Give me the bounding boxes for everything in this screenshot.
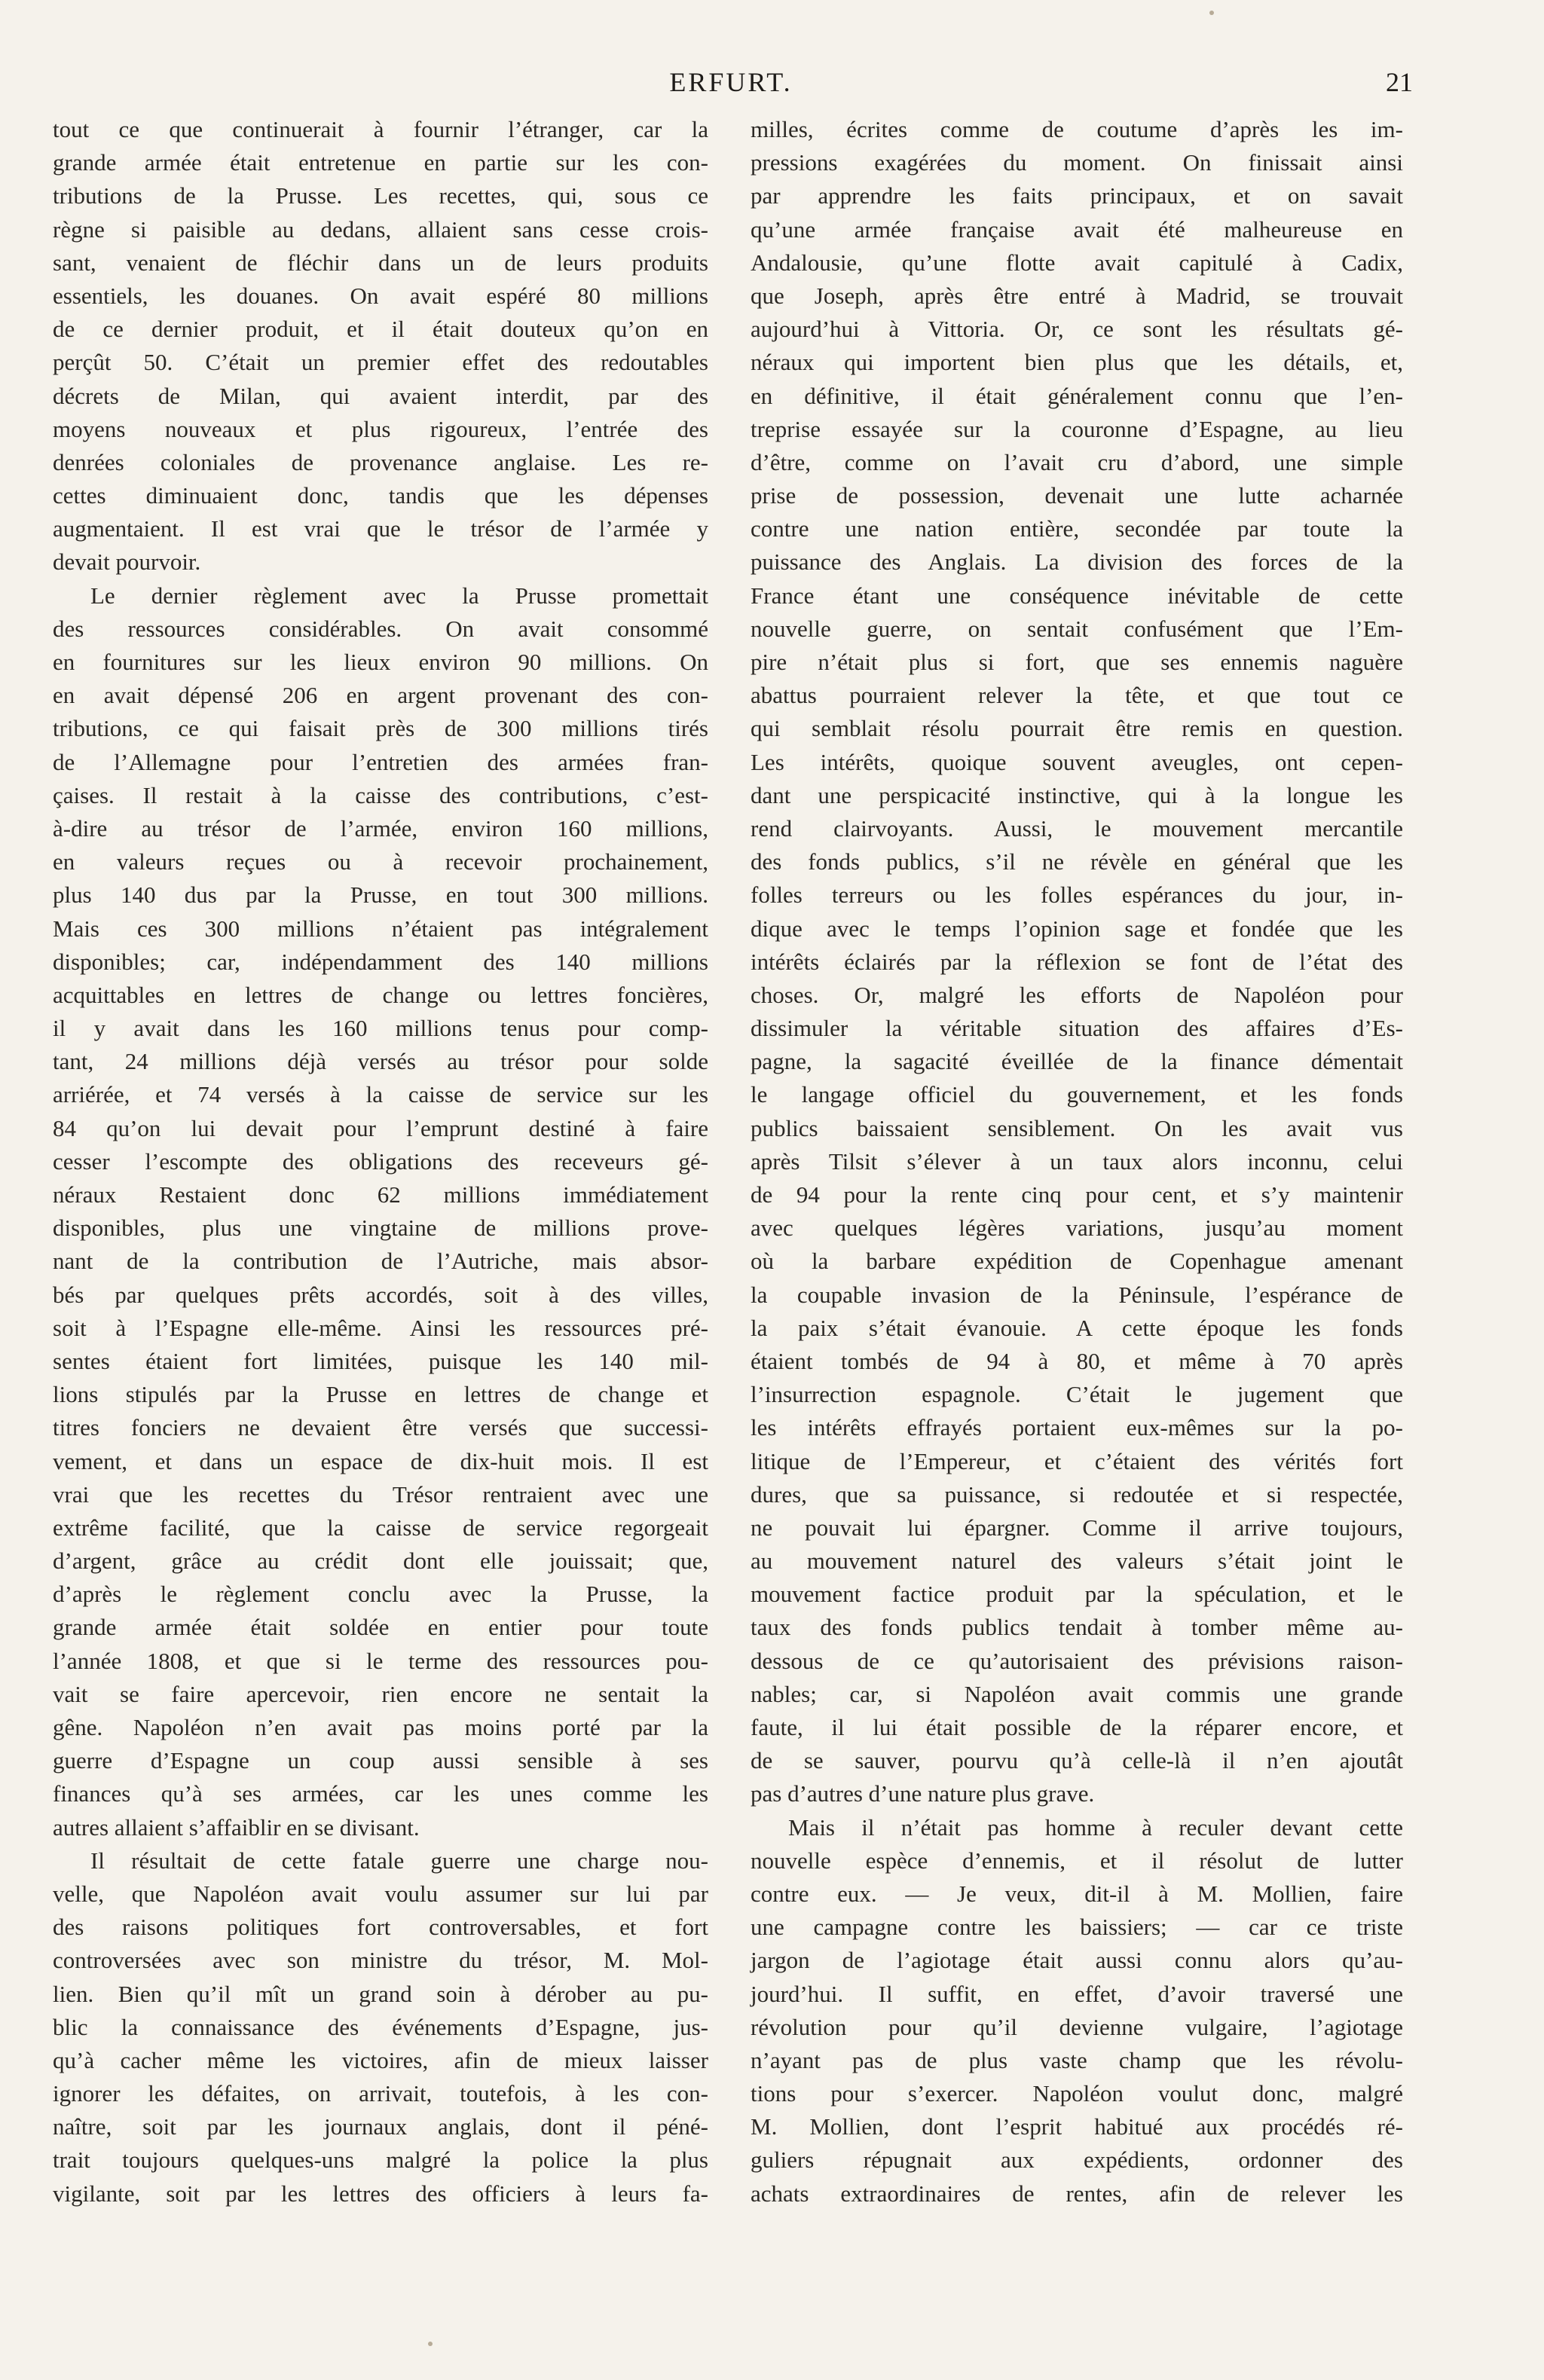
- text-line: publics baissaient sensiblement. On les avait vus: [751, 1114, 1403, 1141]
- text-line: n’ayant pas de plus vaste champ que les révolu-: [751, 2046, 1403, 2073]
- text-line: où la barbare expédition de Copenhague amenant: [751, 1248, 1403, 1275]
- text-line: l’insurrection espagnole. C’était le jugement que: [751, 1381, 1403, 1408]
- text-line: vigilante, soit par les lettres des officiers à leurs fa-: [53, 2180, 708, 2207]
- text-line: faute, il lui était possible de la réparer encore, et: [751, 1714, 1403, 1740]
- text-line: d’être, comme on l’avait cru d’abord, une simple: [751, 448, 1403, 475]
- text-line: achats extraordinaires de rentes, afin de relever les: [751, 2180, 1403, 2207]
- text-line: l’année 1808, et que si le terme des ressources pou-: [53, 1647, 708, 1674]
- text-line: nant de la contribution de l’Autriche, mais absor-: [53, 1248, 708, 1275]
- text-line: les intérêts effrayés portaient eux-mêmes sur la po-: [751, 1414, 1403, 1441]
- text-line: dant une perspicacité instinctive, qui à la longue les: [751, 781, 1403, 808]
- text-line: tant, 24 millions déjà versés au trésor pour solde: [53, 1048, 708, 1075]
- text-line: décrets de Milan, qui avaient interdit, par des: [53, 382, 708, 409]
- text-line: Il résultait de cette fatale guerre une charge nou-: [90, 1847, 708, 1874]
- text-line: bés par quelques prêts accordés, soit à des villes,: [53, 1281, 708, 1308]
- text-line: avec quelques légères variations, jusqu’au moment: [751, 1214, 1403, 1242]
- text-line: extrême facilité, que la caisse de service regorgeait: [53, 1514, 708, 1541]
- text-line: d’argent, grâce au crédit dont elle jouissait; que,: [53, 1547, 708, 1575]
- text-line: règne si paisible au dedans, allaient sans cesse crois-: [53, 215, 708, 243]
- text-line: grande armée était soldée en entier pour toute: [53, 1614, 708, 1641]
- text-line: une campagne contre les baissiers; — car ce triste: [751, 1914, 1403, 1941]
- text-line: en valeurs reçues ou à recevoir prochainement,: [53, 848, 708, 875]
- text-line: titres fonciers ne devaient être versés que successi-: [53, 1414, 708, 1441]
- text-line: treprise essayée sur la couronne d’Espagne, au lieu: [751, 415, 1403, 442]
- text-line: disponibles, plus une vingtaine de millions prove-: [53, 1214, 708, 1242]
- text-line: cettes diminuaient donc, tandis que les dépenses: [53, 482, 708, 509]
- text-line: guliers répugnait aux expédients, ordonner des: [751, 2146, 1403, 2174]
- text-line: tions pour s’exercer. Napoléon voulut donc, malgré: [751, 2080, 1403, 2107]
- text-line: nouvelle espèce d’ennemis, et il résolut de lutter: [751, 1847, 1403, 1874]
- text-line: tout ce que continuerait à fournir l’étranger, car la: [53, 116, 708, 142]
- text-line: la paix s’était évanouie. A cette époque les fonds: [751, 1314, 1403, 1341]
- text-line: que Joseph, après être entré à Madrid, se trouvait: [751, 282, 1403, 309]
- text-line: vement, et dans un espace de dix-huit mois. Il est: [53, 1447, 708, 1474]
- text-line: dures, que sa puissance, si redoutée et si respectée,: [751, 1480, 1403, 1508]
- text-line: de l’Allemagne pour l’entretien des armées fran-: [53, 748, 708, 775]
- text-line: au mouvement naturel des valeurs s’était joint le: [751, 1547, 1403, 1575]
- text-line: qu’à cacher même les victoires, afin de mieux laisser: [53, 2046, 708, 2073]
- text-line: augmentaient. Il est vrai que le trésor de l’armée y: [53, 515, 708, 542]
- text-line: contre une nation entière, secondée par toute la: [751, 515, 1403, 542]
- text-line: néraux qui importent bien plus que les détails, et,: [751, 349, 1403, 376]
- text-line: qu’une armée française avait été malheureuse en: [751, 215, 1403, 243]
- right-column: [751, 113, 1403, 2210]
- text-line: en fournitures sur les lieux environ 90 millions. On: [53, 649, 708, 675]
- text-line: dessous de ce qu’autorisaient des prévisions raison-: [751, 1647, 1403, 1674]
- text-line: prise de possession, devenait une lutte acharnée: [751, 482, 1403, 509]
- print-speck: [428, 2342, 433, 2346]
- text-line: des fonds publics, s’il ne révèle en général que les: [751, 848, 1403, 875]
- text-line: Andalousie, qu’une flotte avait capitulé à Cadix,: [751, 249, 1403, 276]
- text-line: essentiels, les douanes. On avait espéré 80 millions: [53, 282, 708, 309]
- text-line: grande armée était entretenue en partie sur les con-: [53, 149, 708, 176]
- text-line: Les intérêts, quoique souvent aveugles, ont cepen-: [751, 748, 1403, 775]
- text-line: dique avec le temps l’opinion sage et fondée que les: [751, 915, 1403, 942]
- text-line: 84 qu’on lui devait pour l’emprunt destiné à faire: [53, 1114, 708, 1141]
- text-line: jargon de l’agiotage était aussi connu alors qu’au-: [751, 1947, 1403, 1974]
- text-line: après Tilsit s’élever à un taux alors inconnu, celui: [751, 1147, 1403, 1175]
- text-line: Mais il n’était pas homme à reculer devant cette: [788, 1813, 1403, 1841]
- text-line: perçût 50. C’était un premier effet des redoutables: [53, 349, 708, 376]
- text-line: lions stipulés par la Prusse en lettres de change et: [53, 1381, 708, 1408]
- text-line: milles, écrites comme de coutume d’après les im-: [751, 116, 1403, 142]
- text-line: vrai que les recettes du Trésor rentraient avec une: [53, 1480, 708, 1508]
- text-line: folles terreurs ou les folles espérances du jour, in-: [751, 881, 1403, 909]
- text-line: d’après le règlement conclu avec la Prusse, la: [53, 1581, 708, 1608]
- text-line: qui semblait résolu pourrait être remis en question.: [751, 715, 1403, 742]
- text-line: soit à l’Espagne elle-même. Ainsi les ressources pré-: [53, 1314, 708, 1341]
- text-line: contre eux. — Je veux, dit-il à M. Mollien, faire: [751, 1880, 1403, 1907]
- text-line: le langage officiel du gouvernement, et les fonds: [751, 1081, 1403, 1108]
- text-line: de 94 pour la rente cinq pour cent, et s’y maintenir: [751, 1181, 1403, 1208]
- text-line: naître, soit par les journaux anglais, dont il péné-: [53, 2113, 708, 2140]
- text-line: guerre d’Espagne un coup aussi sensible à ses: [53, 1747, 708, 1774]
- text-line: disponibles; car, indépendamment des 140 millions: [53, 948, 708, 975]
- text-line: cesser l’escompte des obligations des receveurs gé-: [53, 1147, 708, 1175]
- text-line: intérêts éclairés par la réflexion se font de l’état des: [751, 948, 1403, 975]
- text-line: par apprendre les faits principaux, et on savait: [751, 182, 1403, 209]
- print-speck: [1209, 11, 1214, 15]
- text-line: taux des fonds publics tendait à tomber même au-: [751, 1614, 1403, 1641]
- text-line: devait pourvoir.: [53, 548, 201, 576]
- text-line: arriérée, et 74 versés à la caisse de service sur les: [53, 1081, 708, 1108]
- text-line: mouvement factice produit par la spéculation, et le: [751, 1581, 1403, 1608]
- running-head: [53, 66, 1413, 112]
- text-line: en définitive, il était généralement connu que l’en-: [751, 382, 1403, 409]
- text-line: nables; car, si Napoléon avait commis une grande: [751, 1680, 1403, 1707]
- text-line: dissimuler la véritable situation des affaires d’Es-: [751, 1015, 1403, 1042]
- text-line: tributions, ce qui faisait près de 300 millions tirés: [53, 715, 708, 742]
- text-line: Mais ces 300 millions n’étaient pas intégralement: [53, 915, 708, 942]
- text-line: lien. Bien qu’il mît un grand soin à dérober au pu-: [53, 1980, 708, 2007]
- text-line: ne pouvait lui épargner. Comme il arrive toujours,: [751, 1514, 1403, 1541]
- text-line: sant, venaient de fléchir dans un de leurs produits: [53, 249, 708, 276]
- text-line: nouvelle guerre, on sentait confusément que l’Em-: [751, 615, 1403, 642]
- text-line: trait toujours quelques-uns malgré la police la plus: [53, 2146, 708, 2174]
- text-line: controversées avec son ministre du trésor, M. Mol-: [53, 1947, 708, 1974]
- text-line: plus 140 dus par la Prusse, en tout 300 millions.: [53, 881, 708, 909]
- page-number: 21: [1386, 67, 1413, 97]
- text-line: çaises. Il restait à la caisse des contributions, c’est-: [53, 781, 708, 808]
- text-line: pire n’était plus si fort, que ses ennemis naguère: [751, 649, 1403, 675]
- text-line: litique de l’Empereur, et c’étaient des vérités fort: [751, 1447, 1403, 1474]
- text-line: la coupable invasion de la Péninsule, l’espérance de: [751, 1281, 1403, 1308]
- text-line: puissance des Anglais. La division des forces de la: [751, 548, 1403, 576]
- left-column: [53, 113, 708, 2210]
- text-line: en avait dépensé 206 en argent provenant des con-: [53, 682, 708, 709]
- text-line: autres allaient s’affaiblir en se divisant.: [53, 1813, 420, 1841]
- text-line: vait se faire apercevoir, rien encore ne sentait la: [53, 1680, 708, 1707]
- text-line: néraux Restaient donc 62 millions immédiatement: [53, 1181, 708, 1208]
- text-line: acquittables en lettres de change ou lettres foncières,: [53, 981, 708, 1008]
- text-line: pagne, la sagacité éveillée de la finance démentait: [751, 1048, 1403, 1075]
- text-line: Le dernier règlement avec la Prusse promettait: [90, 582, 708, 609]
- text-line: pressions exagérées du moment. On finissait ainsi: [751, 149, 1403, 176]
- text-line: M. Mollien, dont l’esprit habitué aux procédés ré-: [751, 2113, 1403, 2140]
- text-line: étaient tombés de 94 à 80, et même à 70 après: [751, 1347, 1403, 1374]
- text-line: ignorer les défaites, on arrivait, toutefois, à les con-: [53, 2080, 708, 2107]
- text-line: de se sauver, pourvu qu’à celle-là il n’en ajoutât: [751, 1747, 1403, 1774]
- text-line: pas d’autres d’une nature plus grave.: [751, 1780, 1095, 1807]
- text-line: jourd’hui. Il suffit, en effet, d’avoir traversé une: [751, 1980, 1403, 2007]
- text-line: choses. Or, malgré les efforts de Napoléon pour: [751, 981, 1403, 1008]
- text-line: il y avait dans les 160 millions tenus pour comp-: [53, 1015, 708, 1042]
- running-title: ERFURT.: [669, 67, 793, 97]
- text-line: sentes étaient fort limitées, puisque les 140 mil-: [53, 1347, 708, 1374]
- text-line: des raisons politiques fort controversables, et fort: [53, 1914, 708, 1941]
- text-line: des ressources considérables. On avait consommé: [53, 615, 708, 642]
- text-line: denrées coloniales de provenance anglaise. Les re-: [53, 448, 708, 475]
- text-line: blic la connaissance des événements d’Espagne, jus-: [53, 2013, 708, 2040]
- text-line: rend clairvoyants. Aussi, le mouvement mercantile: [751, 814, 1403, 842]
- text-line: abattus pourraient relever la tête, et que tout ce: [751, 682, 1403, 709]
- text-line: à-dire au trésor de l’armée, environ 160 millions,: [53, 814, 708, 842]
- text-line: finances qu’à ses armées, car les unes comme les: [53, 1780, 708, 1807]
- text-line: révolution pour qu’il devienne vulgaire, l’agiotage: [751, 2013, 1403, 2040]
- text-line: tributions de la Prusse. Les recettes, qui, sous ce: [53, 182, 708, 209]
- text-line: gêne. Napoléon n’en avait pas moins porté par la: [53, 1714, 708, 1740]
- text-line: France étant une conséquence inévitable de cette: [751, 582, 1403, 609]
- text-line: aujourd’hui à Vittoria. Or, ce sont les résultats gé-: [751, 316, 1403, 343]
- text-line: de ce dernier produit, et il était douteux qu’on en: [53, 316, 708, 343]
- text-line: velle, que Napoléon avait voulu assumer sur lui par: [53, 1880, 708, 1907]
- text-line: moyens nouveaux et plus rigoureux, l’entrée des: [53, 415, 708, 442]
